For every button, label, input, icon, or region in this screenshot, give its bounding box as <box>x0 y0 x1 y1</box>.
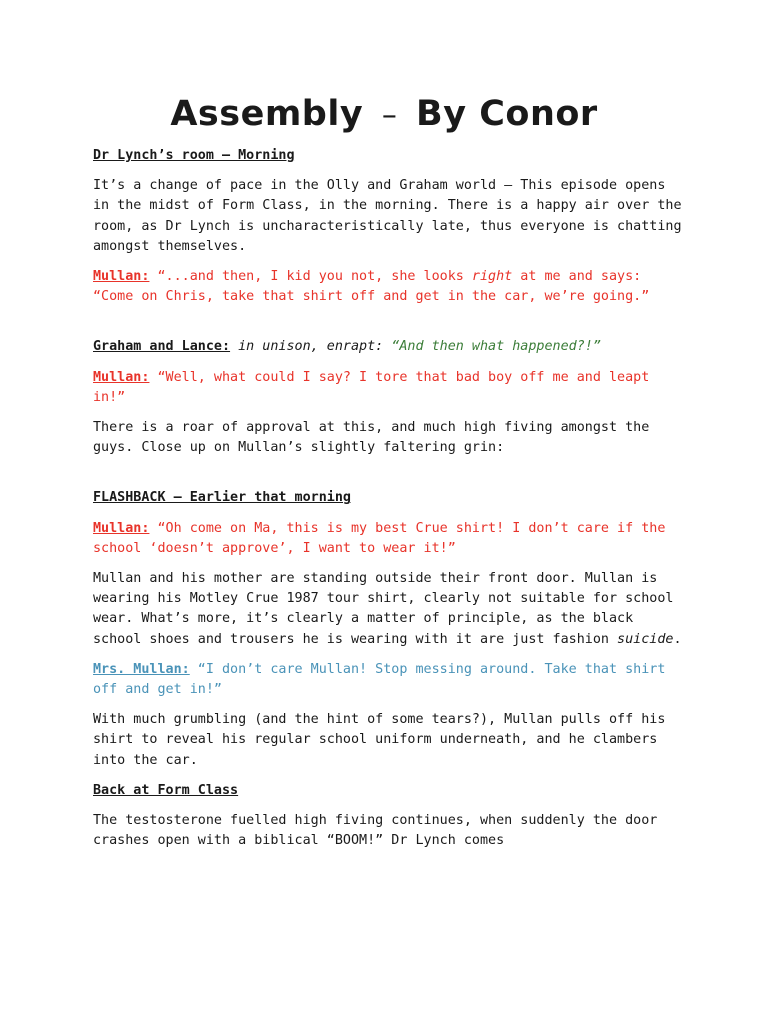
page-title <box>0 90 768 140</box>
action-text: . <box>673 631 682 647</box>
scene-heading <box>93 488 683 508</box>
dialogue-text: “...and then, I kid you not, she looks <box>149 269 472 285</box>
dialogue-text: “I don’t care Mullan! Stop messing around. Take that shirt off and get in!” <box>93 661 666 698</box>
dialogue-line <box>93 337 683 357</box>
dialogue-text: “Oh come on Ma, this is my best Crue shirt! I don’t care if the school ‘doesn’t approve’, I want to wear it!” <box>93 520 666 556</box>
dialogue-text: “And then what happened?!” <box>391 339 601 355</box>
spacer <box>93 317 683 337</box>
speaker-name: Mullan: <box>93 269 150 285</box>
speaker-name: Graham and Lance: <box>93 339 231 355</box>
scene-heading <box>93 781 683 801</box>
action-paragraph: It’s a change of pace in the Olly and Graham world – This episode opens in the midst of Form Class, in the morning. There is a happy air over the room, as Dr Lynch is uncharacteristically late, thus everyone is chatting amongst themselves. <box>93 178 682 254</box>
dialogue-emphasis: right <box>471 269 513 285</box>
speaker-name: Mullan: <box>93 520 150 536</box>
scene-heading-text: Dr Lynch’s room – Morning <box>93 148 295 163</box>
dialogue-line <box>93 660 683 700</box>
dialogue-line <box>93 267 683 307</box>
action-paragraph <box>93 569 683 650</box>
title-main: Assembly <box>170 94 364 134</box>
stage-direction: in unison, enrapt: <box>230 339 392 355</box>
action-text: Mullan and his mother are standing outside their front door. Mullan is wearing his Motley Crue 1987 tour shirt, clearly not suitable for school wear. What’s more, it’s clearly a matter of principle, as the black school shoes and trousers he is wearing with it are just fashion <box>93 571 674 647</box>
scene-heading-text: Back at Form Class <box>93 782 239 798</box>
scene-heading-text: FLASHBACK – Earlier that morning <box>93 490 351 506</box>
action-paragraph: With much grumbling (and the hint of some tears?), Mullan pulls off his shirt to reveal his regular school uniform underneath, and he clambers into the car. <box>93 712 666 768</box>
title-author: By Conor <box>416 94 598 134</box>
action-paragraph: There is a roar of approval at this, and much high fiving amongst the guys. Close up on Mullan’s slightly faltering grin: <box>93 420 650 456</box>
dialogue-line <box>93 519 683 559</box>
action-paragraph: The testosterone fuelled high fiving continues, when suddenly the door crashes open with a biblical “BOOM!” Dr Lynch comes <box>93 813 658 849</box>
spacer <box>93 468 683 488</box>
action-emphasis: suicide <box>617 631 674 647</box>
title-dash: – <box>381 98 398 133</box>
dialogue-text: “Well, what could I say? I tore that bad boy off me and leapt in!” <box>93 369 650 405</box>
dialogue-line <box>93 368 683 408</box>
script-body <box>93 146 683 861</box>
dialogue-text: at me and says: “Come on Chris, take that shirt off and get in the car, we’re going.” <box>93 269 650 305</box>
speaker-name: Mullan: <box>93 369 150 385</box>
scene-heading <box>93 146 683 166</box>
speaker-name: Mrs. Mullan: <box>93 661 190 677</box>
